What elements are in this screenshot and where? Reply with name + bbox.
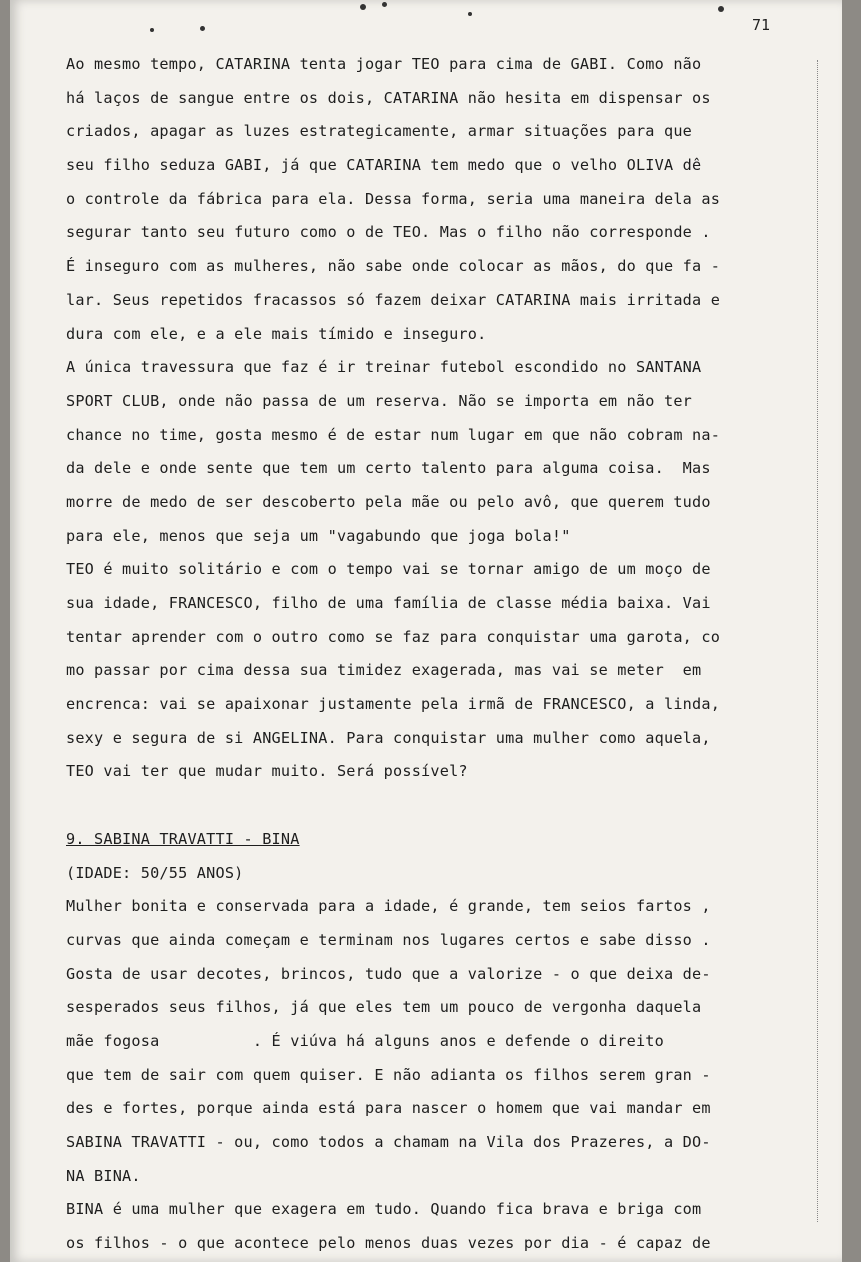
text-line: É inseguro com as mulheres, não sabe onde colocar as mãos, do que fa -	[66, 257, 721, 276]
text-line: o controle da fábrica para ela. Dessa forma, seria uma maneira dela as	[66, 189, 721, 208]
page-number: 71	[752, 16, 771, 34]
ink-speck	[360, 4, 366, 10]
paragraph-francesco	[66, 553, 788, 789]
text-line: lar. Seus repetidos fracassos só fazem deixar CATARINA mais irritada e	[66, 290, 721, 309]
text-line: que tem de sair com quem quiser. E não adianta os filhos serem gran -	[66, 1065, 711, 1084]
paragraph-futebol	[66, 351, 788, 553]
text-line: sua idade, FRANCESCO, filho de uma família de classe média baixa. Vai	[66, 594, 711, 612]
text-line: SABINA TRAVATTI - ou, como todos a chamam na Vila dos Prazeres, a DO-	[66, 1133, 711, 1151]
text-line: os filhos - o que acontece pelo menos duas vezes por dia - é capaz de	[66, 1234, 711, 1253]
paragraph-catarina	[66, 48, 788, 351]
text-line: A única travessura que faz é ir treinar futebol escondido no SANTANA	[66, 358, 702, 377]
typewritten-page	[10, 0, 842, 1262]
ink-speck	[718, 6, 724, 12]
ink-speck	[382, 2, 387, 7]
blank-line	[66, 789, 788, 823]
text-line: morre de medo de ser descoberto pela mãe ou pelo avô, que querem tudo	[66, 492, 711, 511]
text-line: sexy e segura de si ANGELINA. Para conquistar uma mulher como aquela,	[66, 728, 711, 747]
text-line: mo passar por cima dessa sua timidez exagerada, mas vai se meter em	[66, 661, 702, 680]
paragraph-sabina	[66, 890, 788, 1193]
text-line: chance no time, gosta mesmo é de estar num lugar em que não cobram na-	[66, 425, 721, 444]
text-line: mãe fogosa . É viúva há alguns anos e defende o direito	[66, 1031, 664, 1050]
ink-speck	[468, 12, 472, 16]
text-line: encrenca: vai se apaixonar justamente pela irmã de FRANCESCO, a linda,	[66, 695, 721, 714]
ink-speck	[150, 28, 154, 32]
paragraph-bina	[66, 1193, 788, 1260]
text-line: sesperados seus filhos, já que eles tem um pouco de vergonha daquela	[66, 998, 702, 1017]
text-line: da dele e onde sente que tem um certo talento para alguma coisa. Mas	[66, 459, 711, 478]
age-line: (IDADE: 50/55 ANOS)	[66, 863, 244, 882]
body-text	[66, 48, 788, 1261]
text-line: curvas que ainda começam e terminam nos lugares certos e sabe disso .	[66, 930, 711, 949]
text-line: tentar aprender com o outro como se faz para conquistar uma garota, co	[66, 627, 721, 646]
text-line: dura com ele, e a ele mais tímido e inseguro.	[66, 324, 487, 343]
text-line: TEO vai ter que mudar muito. Será possível?	[66, 762, 468, 781]
text-line: segurar tanto seu futuro como o de TEO. Mas o filho não corresponde .	[66, 223, 711, 242]
section-heading: 9. SABINA TRAVATTI - BINA	[66, 829, 300, 848]
text-line: Ao mesmo tempo, CATARINA tenta jogar TEO para cima de GABI. Como não	[66, 55, 702, 73]
text-line: des e fortes, porque ainda está para nascer o homem que vai mandar em	[66, 1099, 711, 1118]
text-line: Gosta de usar decotes, brincos, tudo que a valorize - o que deixa de-	[66, 964, 711, 983]
text-line: há laços de sangue entre os dois, CATARINA não hesita em dispensar os	[66, 88, 711, 107]
text-line: seu filho seduza GABI, já que CATARINA tem medo que o velho OLIVA dê	[66, 156, 702, 175]
text-line: BINA é uma mulher que exagera em tudo. Quando fica brava e briga com	[66, 1200, 702, 1219]
text-line: NA BINA.	[66, 1166, 141, 1185]
text-line: criados, apagar as luzes estrategicamente, armar situações para que	[66, 122, 693, 141]
text-line: SPORT CLUB, onde não passa de um reserva. Não se importa em não ter	[66, 391, 693, 410]
margin-dotted-line	[817, 60, 820, 1222]
ink-speck	[200, 26, 205, 31]
text-line: para ele, menos que seja um "vagabundo que joga bola!"	[66, 526, 571, 545]
text-line: Mulher bonita e conservada para a idade, é grande, tem seios fartos ,	[66, 897, 711, 916]
text-line: TEO é muito solitário e com o tempo vai se tornar amigo de um moço de	[66, 560, 711, 579]
